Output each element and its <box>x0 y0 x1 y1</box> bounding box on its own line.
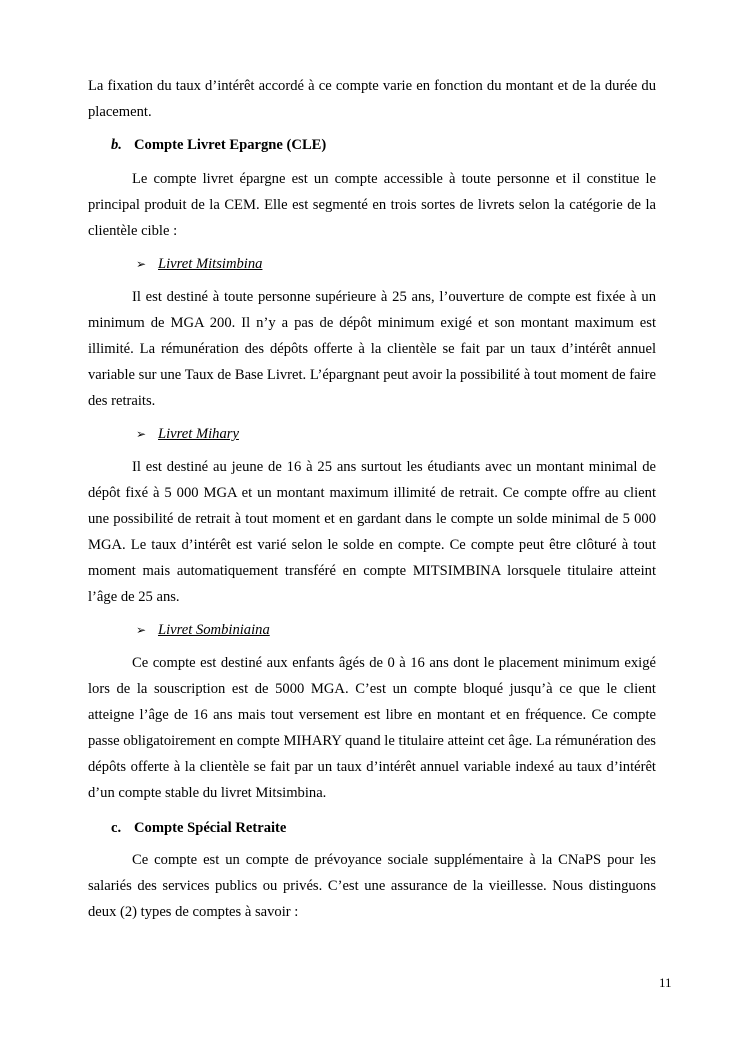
intro-paragraph: La fixation du taux d’intérêt accordé à ce compte varie en fonction du montant et de la durée du placement. <box>88 78 656 121</box>
bullet-livret-mitsimbina <box>136 256 262 273</box>
livret-sombiniaina-title: Livret Sombiniaina <box>158 622 270 638</box>
livret-mitsimbina-paragraph: Il est destiné à toute personne supérieure à 25 ans, l’ouverture de compte est fixée à un minimum de MGA 200. Il n’y a pas de dépôt minimum exigé et son montant maximum est illimité. La rémunération des dépôts offerte à la clientèle se fait par un taux d’intérêt annuel variable sur une Taux de Base Livret. L’épargnant peut avoir la possibilité à tout moment de faire des retraits. <box>88 289 656 410</box>
section-c-paragraph-block <box>88 847 656 925</box>
livret-mitsimbina-title: Livret Mitsimbina <box>158 256 263 272</box>
section-b-heading <box>111 137 326 154</box>
livret-mihary-paragraph: Il est destiné au jeune de 16 à 25 ans surtout les étudiants avec un montant minimal de dépôt fixé à 5 000 MGA et un montant maximum illimité de retrait. Ce compte offre au client une possibilité de retrait à tout moment et en gardant dans le compte un solde minimal de 5 000 MGA. Le taux d’intérêt est varié selon le solde en compte. Ce compte peut être clôturé à tout moment mais automatiquement transféré en compte MITSIMBINA lorsquele titulaire atteint l’âge de 25 ans. <box>88 459 656 606</box>
section-b-letter: b. <box>111 137 122 153</box>
bullet-livret-sombiniaina <box>136 622 270 639</box>
section-b-paragraph-block <box>88 166 656 244</box>
intro-paragraph-block <box>88 73 656 125</box>
livret-mihary-title: Livret Mihary <box>158 426 239 442</box>
section-c-heading <box>111 820 286 837</box>
livret-sombiniaina-paragraph: Ce compte est destiné aux enfants âgés de 0 à 16 ans dont le placement minimum exigé lors de la souscription est de 5000 MGA. C’est un compte bloqué jusqu’à ce que le client atteigne l’âge de 16 ans mais tout versement est libre en montant et en fréquence. Ce compte passe obligatoirement en compte MIHARY quand le titulaire atteint cet âge. La rémunération des dépôts offerte à la clientèle se fait par un taux d’intérêt annuel variable indexé au taux d’intérêt d’un compte stable du livret Mitsimbina. <box>88 655 656 802</box>
bullet-livret-mihary <box>136 426 239 443</box>
section-b-title: Compte Livret Epargne (CLE) <box>134 137 327 153</box>
arrow-bullet-icon: ➢ <box>136 427 147 441</box>
livret-mitsimbina-paragraph-block <box>88 284 656 414</box>
page-number: 11 <box>659 975 672 990</box>
section-c-title: Compte Spécial Retraite <box>134 820 287 836</box>
section-c-letter: c. <box>111 820 122 836</box>
livret-sombiniaina-paragraph-block <box>88 650 656 807</box>
section-c-paragraph: Ce compte est un compte de prévoyance sociale supplémentaire à la CNaPS pour les salariés des services publics ou privés. C’est une assurance de la vieillesse. Nous distinguons deux (2) types de comptes à savoir : <box>88 852 656 921</box>
section-b-paragraph: Le compte livret épargne est un compte accessible à toute personne et il constitue le principal produit de la CEM. Elle est segmenté en trois sortes de livrets selon la catégorie de la clientèle cible : <box>88 171 656 240</box>
arrow-bullet-icon: ➢ <box>136 623 147 637</box>
arrow-bullet-icon: ➢ <box>136 257 147 271</box>
livret-mihary-paragraph-block <box>88 454 656 611</box>
